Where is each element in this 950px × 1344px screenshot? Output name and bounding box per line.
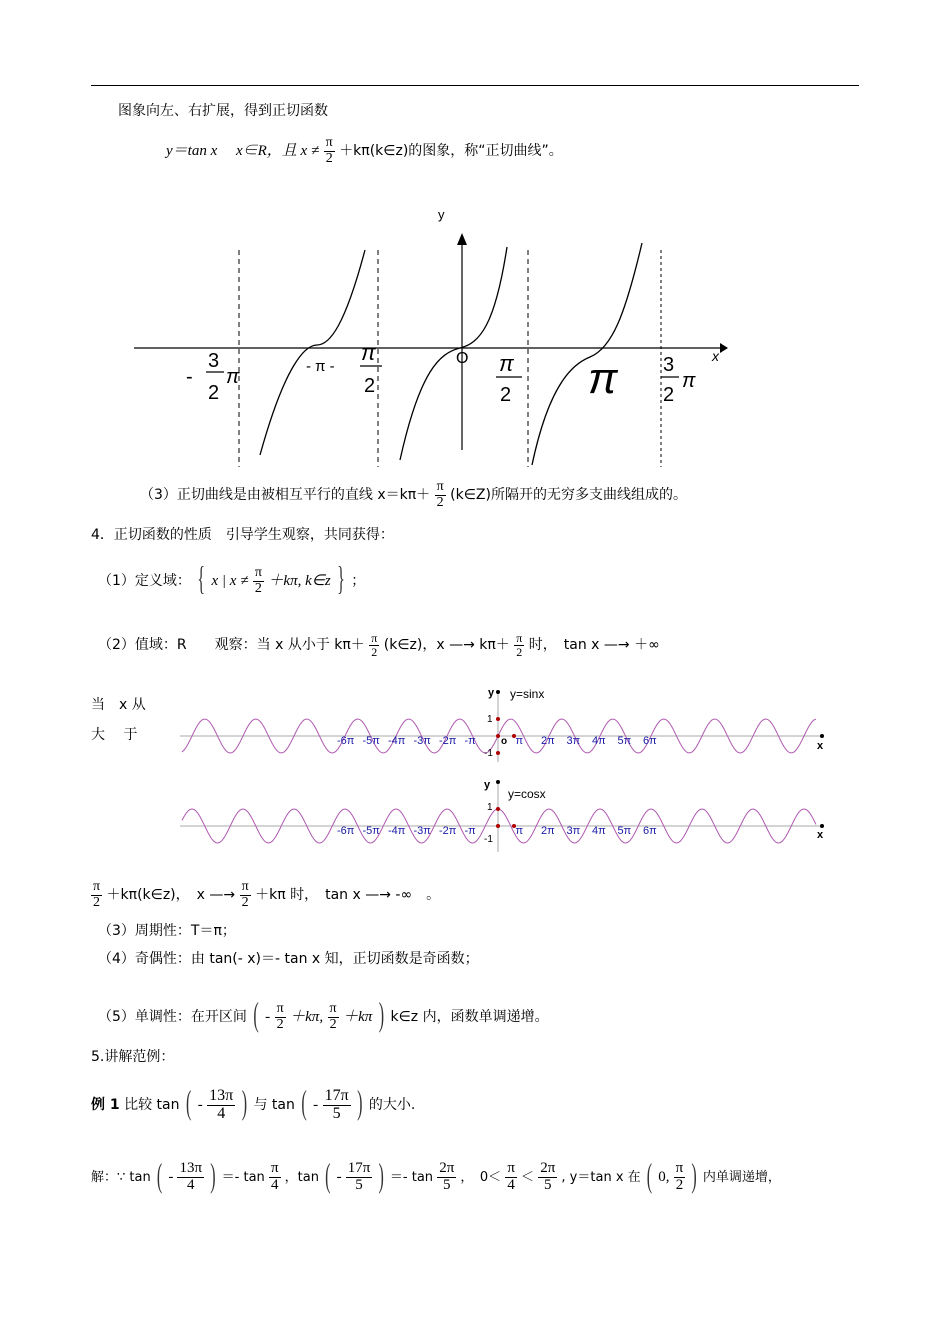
frac-den: 2	[516, 644, 523, 659]
intro-formula-b: ＋kπ(k∈z)的图象，称“正切曲线”。	[339, 143, 563, 159]
parity-line: （4）奇偶性：由 tan(- x)＝- tan x 知，正切函数是奇函数；	[98, 951, 479, 967]
solution-fraction5	[505, 1161, 517, 1194]
frac-den: 5	[442, 1177, 451, 1193]
domain-line	[98, 558, 365, 604]
frac-num: π	[270, 1160, 279, 1177]
x-arrow-icon	[820, 824, 824, 828]
range-fraction	[369, 632, 379, 658]
frac-num: π	[371, 630, 378, 645]
frac-den: 5	[355, 1177, 363, 1193]
tick-label: -4π	[388, 825, 406, 837]
x-arrow-icon	[820, 734, 824, 738]
frac-den: 2	[675, 1177, 684, 1193]
frac-num: 2π	[439, 1160, 455, 1177]
side-text-line1: 当 x 从	[91, 697, 146, 713]
paren-left: (	[253, 998, 259, 1034]
range-cont-fraction	[91, 880, 102, 910]
range-cont-fraction2	[240, 880, 251, 910]
tan-graph	[120, 195, 740, 475]
frac-den: 2	[241, 894, 249, 910]
range-line	[98, 622, 660, 668]
tick-label: π	[515, 825, 524, 837]
solution-fraction3	[346, 1161, 373, 1194]
solution-func: , y＝tan x 在	[561, 1170, 641, 1185]
range-mid: (k∈z)，x —→ kπ＋	[383, 637, 510, 653]
intro-line2	[166, 128, 563, 174]
pi-label: π	[682, 370, 696, 392]
two-label: 2	[500, 384, 512, 406]
tick-label: -2π	[439, 735, 457, 747]
frac-num: 17π	[347, 1160, 371, 1177]
solution-tail: 内单调递增，	[702, 1170, 781, 1185]
side-text-line2: 大 于	[91, 727, 138, 743]
solution-fraction2	[269, 1161, 281, 1194]
paren-right: )	[210, 1158, 216, 1195]
pi-label: π	[361, 340, 376, 365]
two-label: 2	[364, 375, 376, 397]
two-label: 2	[663, 384, 675, 406]
frac-num: π	[241, 878, 249, 894]
frac-num: π	[254, 564, 262, 580]
y-arrow-icon	[496, 780, 500, 784]
section4-title: 4．正切函数的性质 引导学生观察，共同获得：	[91, 527, 394, 543]
range-label: （2）值域：R 观察：当 x 从小于 kπ＋	[98, 637, 365, 653]
one-label: 1	[487, 802, 493, 813]
frac-num: π	[329, 1000, 337, 1016]
frac-num: 17π	[324, 1086, 349, 1104]
x-arrow-icon	[720, 343, 728, 353]
point	[496, 807, 500, 811]
x-label: x	[712, 348, 719, 364]
period-line: （3）周期性：T＝π；	[98, 923, 236, 939]
point	[496, 824, 500, 828]
pi-label: π	[499, 351, 514, 376]
range-cont-a: ＋kπ(k∈z)， x —→	[106, 887, 236, 903]
range-cont-line	[91, 872, 440, 918]
paren-right: )	[378, 1158, 384, 1195]
domain-tail: ；	[351, 573, 366, 589]
paren-left: (	[325, 1158, 331, 1195]
range-cont-b: ＋kπ 时， tan x —→ -∞ 。	[255, 887, 441, 903]
pi-label: π	[226, 366, 240, 388]
frac-den: 2	[371, 644, 378, 659]
range-tail: 时， tan x —→ ＋∞	[528, 637, 660, 653]
minus-sign: -	[336, 1169, 342, 1185]
item3-text-b: (k∈Z)所隔开的无穷多支曲线组成的。	[450, 487, 687, 503]
frac-den: 5	[543, 1177, 552, 1193]
minus-sign: -	[265, 1009, 271, 1025]
monotonic-tail-b: k∈z 内，函数单调递增。	[390, 1009, 549, 1025]
tick-label: -5π	[362, 735, 380, 747]
tick-label: 5π	[617, 735, 632, 747]
three-label: 3	[208, 350, 220, 372]
frac-den: 4	[270, 1177, 279, 1193]
frac-den: 2	[254, 580, 262, 596]
intro-fraction	[324, 136, 335, 166]
tan-branch	[400, 247, 507, 460]
example-text-a: 比较 tan	[124, 1097, 180, 1113]
solution-fraction4	[437, 1161, 456, 1194]
example-label: 例 1	[91, 1097, 120, 1113]
domain-label: （1）定义域：	[98, 573, 191, 589]
item3-fraction	[435, 480, 446, 510]
solution-fraction6	[538, 1161, 557, 1194]
intro-formula-a: y＝tan x x∈R，且 x ≠	[166, 143, 320, 159]
tick-label: 3π	[566, 735, 581, 747]
neg-sign: -	[186, 366, 193, 388]
tick-label: 2π	[541, 735, 555, 747]
paren-right: )	[357, 1086, 363, 1122]
tick-label: -π	[464, 735, 476, 747]
monotonic-fraction2	[328, 1002, 339, 1032]
frac-den: 2	[276, 1016, 284, 1032]
item3	[140, 472, 687, 518]
frac-num: 13π	[179, 1160, 203, 1177]
neg-one-label: -1	[484, 834, 493, 845]
minus-sign: -	[197, 1097, 203, 1113]
frac-den: 4	[507, 1177, 515, 1193]
y-label: y	[484, 779, 491, 791]
tick-label: -3π	[413, 735, 431, 747]
solution-fraction7	[674, 1161, 686, 1194]
monotonic-mid: ＋kπ,	[290, 1009, 324, 1025]
tick-label: -π	[464, 825, 476, 837]
tick-label: -6π	[337, 825, 355, 837]
solution-eq2: ＝- tan	[389, 1170, 434, 1185]
graph-title: y=cosx	[508, 787, 546, 801]
tick-label: -3π	[413, 825, 431, 837]
tick-label: 5π	[617, 825, 632, 837]
frac-den: 2	[325, 150, 333, 166]
neg-one-label: -1	[484, 748, 493, 759]
item3-text-a: （3）正切曲线是由被相互平行的直线 x＝kπ＋	[140, 487, 431, 503]
two-label: 2	[208, 382, 220, 404]
domain-set-b: ＋kπ, k∈z	[268, 573, 331, 589]
neg-pi-label: - π -	[306, 358, 335, 375]
frac-den: 2	[436, 494, 444, 510]
solution-sep: ，tan	[284, 1170, 319, 1185]
solution-fraction1	[177, 1161, 204, 1194]
monotonic-tail-a: ＋kπ	[343, 1009, 373, 1025]
frac-num: π	[93, 878, 101, 894]
domain-fraction	[253, 566, 264, 596]
solution-ineq-b: ＜	[521, 1170, 535, 1185]
header-rule	[91, 85, 859, 86]
tick-label: -4π	[388, 735, 406, 747]
brace-right: }	[337, 562, 345, 598]
paren-right: )	[378, 998, 385, 1034]
point	[496, 751, 500, 755]
tick-label: 4π	[592, 825, 606, 837]
tick-label: -2π	[439, 825, 457, 837]
tick-label: -6π	[337, 735, 355, 747]
example-fraction1	[207, 1088, 235, 1123]
frac-den: 5	[332, 1104, 341, 1122]
example-mid: 与 tan	[253, 1097, 295, 1113]
frac-den: 2	[93, 894, 101, 910]
frac-num: 13π	[209, 1086, 234, 1104]
tick-label: 3π	[566, 825, 581, 837]
example1-line	[91, 1080, 415, 1130]
minus-sign: -	[313, 1097, 319, 1113]
example-tail: 的大小.	[368, 1097, 416, 1113]
solution-line	[91, 1152, 781, 1202]
paren-left: (	[301, 1086, 307, 1122]
paren-left: (	[185, 1086, 192, 1122]
tan-branch	[532, 243, 642, 465]
x-label: x	[817, 740, 824, 752]
frac-den: 4	[187, 1177, 195, 1193]
sin-graph	[170, 682, 840, 764]
point	[496, 717, 500, 721]
one-label: 1	[487, 714, 493, 725]
monotonic-line	[98, 994, 549, 1040]
tick-label: 6π	[643, 825, 657, 837]
tan-branch	[260, 250, 365, 455]
example-fraction2	[323, 1088, 351, 1123]
frac-num: π	[436, 478, 444, 494]
paren-right: )	[691, 1158, 697, 1195]
tick-label: 2π	[541, 825, 555, 837]
intro-line1: 图象向左、右扩展，得到正切函数	[118, 103, 328, 119]
x-label: x	[817, 829, 824, 841]
frac-den: 2	[329, 1016, 337, 1032]
point	[496, 734, 500, 738]
frac-num: π	[325, 134, 333, 150]
range-fraction2	[514, 632, 524, 658]
pi-big-label: π	[588, 354, 618, 403]
cos-graph	[170, 772, 840, 854]
paren-left: (	[646, 1158, 653, 1195]
solution-int-a: 0,	[658, 1169, 670, 1185]
paren-left: (	[156, 1158, 163, 1195]
tick-label: 4π	[592, 735, 606, 747]
y-arrow-icon	[457, 233, 467, 245]
section5-title: 5.讲解范例：	[91, 1049, 175, 1065]
domain-set-a: x | x ≠	[211, 573, 249, 589]
frac-den: 4	[217, 1104, 226, 1122]
three-label: 3	[663, 354, 675, 376]
paren-right: )	[241, 1086, 248, 1122]
y-arrow-icon	[496, 690, 500, 694]
monotonic-label: （5）单调性：在开区间	[98, 1009, 247, 1025]
frac-num: π	[516, 630, 523, 645]
brace-left: {	[197, 562, 206, 598]
frac-num: π	[276, 1000, 284, 1016]
solution-ineq-a: ， 0＜	[460, 1170, 502, 1185]
origin-label: O	[456, 350, 469, 367]
origin-label: o	[501, 736, 508, 747]
tick-label: π	[515, 735, 524, 747]
solution-eq1: ＝- tan	[221, 1170, 265, 1185]
y-label: y	[438, 207, 445, 222]
solution-label: 解：∵ tan	[91, 1170, 151, 1185]
minus-sign: -	[168, 1169, 174, 1185]
tick-label: 6π	[643, 735, 657, 747]
frac-num: π	[675, 1160, 684, 1177]
graph-title: y=sinx	[510, 687, 545, 701]
tick-label: -5π	[362, 825, 380, 837]
frac-num: 2π	[540, 1160, 556, 1177]
monotonic-fraction	[275, 1002, 286, 1032]
y-label: y	[488, 687, 495, 699]
frac-num: π	[507, 1160, 515, 1177]
